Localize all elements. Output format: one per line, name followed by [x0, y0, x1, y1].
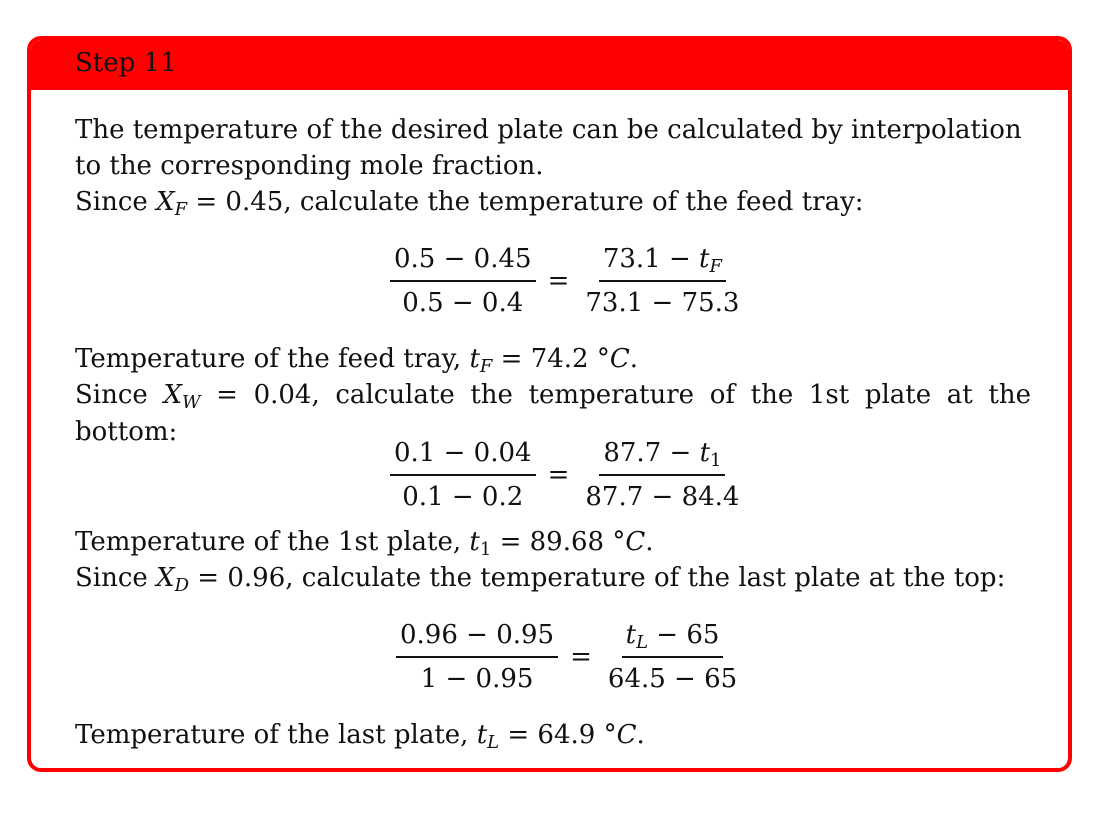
bottom-result-unit: C [625, 527, 646, 557]
feed-since-rest: = 0.45, calculate the temperature of the feed tray: [187, 187, 864, 217]
feed-right-fraction [575, 244, 749, 318]
bottom-right-num-sub: 1 [710, 450, 722, 471]
bottom-right-num-pre: 87.7 − [603, 438, 700, 468]
feed-right-num-sub: F [709, 256, 722, 277]
bottom-right-numerator [599, 438, 725, 476]
feed-right-numerator [599, 244, 726, 282]
bottom-result-prefix: Temperature of the 1st plate, [75, 527, 470, 557]
bottom-word: = [216, 380, 238, 410]
intro-line-2: to the corresponding mole fraction. [75, 151, 544, 181]
solution-step-card [27, 36, 1072, 772]
bottom-equals-sign: = [547, 460, 570, 490]
top-left-numerator: 0.96 − 0.95 [396, 620, 558, 658]
bottom-left-numerator: 0.1 − 0.04 [390, 438, 536, 476]
bottom-result-line [75, 527, 654, 560]
feed-left-numerator: 0.5 − 0.45 [390, 244, 536, 282]
top-equation [390, 620, 747, 694]
xd-sub: D [174, 575, 190, 596]
step-header [31, 40, 1068, 90]
top-since-prefix: Since [75, 563, 157, 593]
top-right-numerator [622, 620, 724, 658]
feed-left-denominator: 0.5 − 0.4 [402, 288, 524, 318]
top-since-rest: = 0.96, calculate the temperature of the last plate at the top: [189, 563, 1006, 593]
feed-result-unit: C [609, 344, 630, 374]
bottom-line-2: bottom: [75, 417, 178, 447]
feed-since-prefix: Since [75, 187, 157, 217]
top-result-sub: L [487, 732, 500, 753]
bottom-result-end: . [645, 527, 654, 557]
xw-sub: W [181, 392, 201, 413]
top-since-line [75, 563, 1006, 596]
top-left-fraction [390, 620, 564, 694]
top-result-unit: C [616, 720, 637, 750]
xf-var: X [156, 187, 175, 217]
feed-since-line [75, 187, 864, 220]
bottom-result-var: t [469, 527, 480, 557]
feed-left-fraction [384, 244, 542, 318]
bottom-word: 1st [808, 380, 850, 410]
top-right-denominator: 64.5 − 65 [607, 664, 738, 694]
feed-result-end: . [629, 344, 639, 374]
xw-var: X [163, 380, 182, 410]
top-left-denominator: 1 − 0.95 [420, 664, 534, 694]
bottom-result-value: = 89.68 ° [491, 527, 626, 557]
bottom-word: calculate [335, 380, 455, 410]
feed-result-sub: F [479, 356, 493, 377]
feed-right-num-pre: 73.1 − [602, 244, 700, 274]
top-result-var: t [476, 720, 488, 750]
feed-right-denominator: 73.1 − 75.3 [585, 288, 740, 318]
step-title: Step 11 [75, 48, 177, 78]
bottom-equation [384, 438, 749, 512]
bottom-since-line [75, 380, 1031, 413]
feed-equals-sign: = [547, 266, 570, 296]
top-result-line [75, 720, 645, 753]
xw-term [163, 380, 201, 413]
bottom-right-num-var: t [699, 438, 711, 468]
feed-result-var: t [469, 344, 480, 374]
feed-equation [384, 244, 749, 318]
bottom-word: the [750, 380, 794, 410]
bottom-word: 0.04, [253, 380, 320, 410]
bottom-word: of [709, 380, 735, 410]
bottom-word: the [988, 380, 1031, 410]
top-right-num-post: − 65 [648, 620, 720, 650]
bottom-result-sub: 1 [479, 539, 492, 560]
top-right-num-sub: L [636, 632, 649, 653]
top-result-value: = 64.9 ° [499, 720, 617, 750]
bottom-word: at [946, 380, 973, 410]
feed-result-value: = 74.2 ° [492, 344, 610, 374]
top-result-end: . [636, 720, 645, 750]
bottom-left-fraction [384, 438, 542, 512]
bottom-right-fraction [575, 438, 749, 512]
bottom-left-denominator: 0.1 − 0.2 [402, 482, 524, 512]
bottom-word: Since [75, 380, 148, 410]
bottom-word: temperature [528, 380, 695, 410]
bottom-word: the [470, 380, 513, 410]
top-equals-sign: = [570, 642, 592, 672]
feed-right-num-var: t [699, 244, 710, 274]
bottom-word: plate [864, 380, 932, 410]
bottom-right-denominator: 87.7 − 84.4 [585, 482, 740, 512]
feed-result-prefix: Temperature of the feed tray, [75, 344, 470, 374]
feed-result-line [75, 344, 639, 377]
top-right-num-var: t [625, 620, 637, 650]
intro-line-1: The temperature of the desired plate can be calculated by interpolation [75, 115, 1022, 145]
top-result-prefix: Temperature of the last plate, [75, 720, 477, 750]
top-right-fraction [598, 620, 747, 694]
xf-sub: F [174, 199, 188, 220]
xd-var: X [156, 563, 175, 593]
